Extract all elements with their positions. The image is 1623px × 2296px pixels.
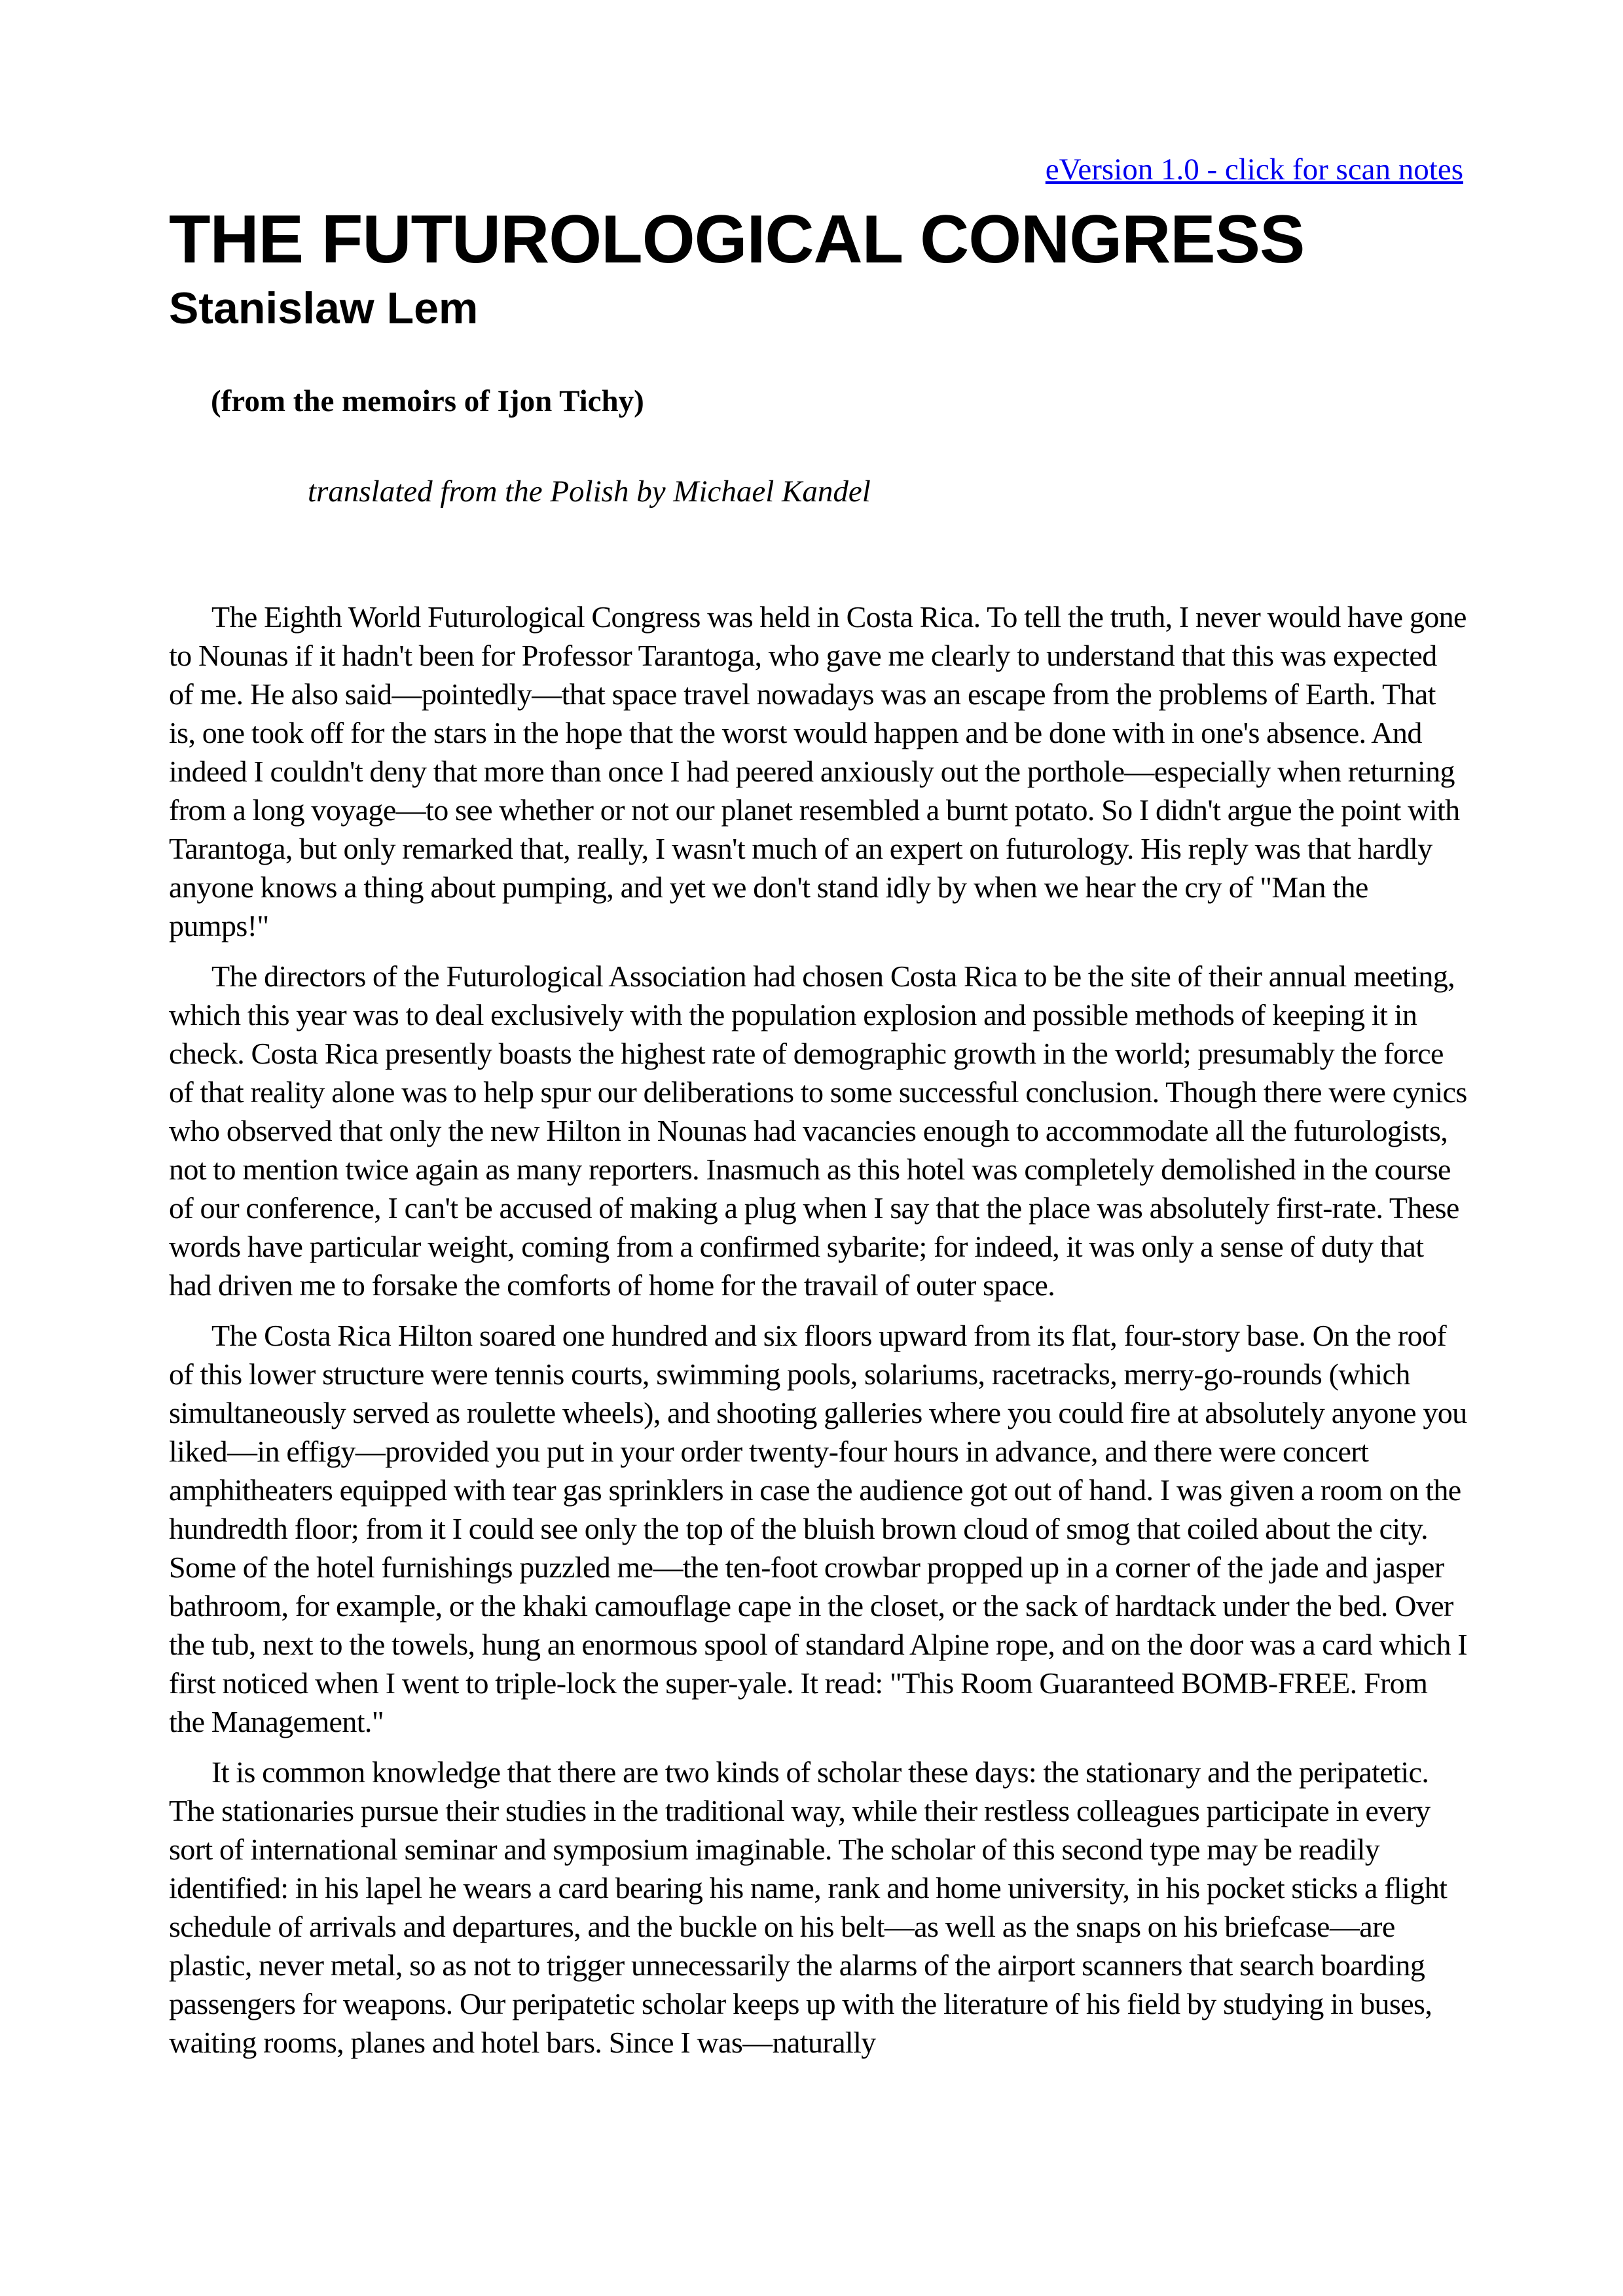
paragraph: The Costa Rica Hilton soared one hundred and six floors upward from its flat, four-story base. On the roof of this lower structure were tennis courts, swimming pools, solariums, racetracks, merry-go-rounds (which simultaneously served as roulette wheels), and shooting galleries where you could fire at absolutely anyone you liked—in effigy—provided you put in your order twenty-four hours in advance, and there were concert amphitheaters equipped with tear gas sprinklers in case the audience got out of hand. I was given a room on the hundredth floor; from it I could see only the top of the bluish brown cloud of smog that coiled about the city. Some of the hotel furnishings puzzled me—the ten-foot crowbar propped up in a corner of the jade and jasper bathroom, for example, or the khaki camouflage cape in the closet, or the sack of hardtack under the bed. Over the tub, next to the towels, hung an enormous spool of standard Alpine rope, and on the door was a card which I first noticed when I went to triple-lock the super-yale. It read: "This Room Guaranteed BOMB-FREE. From the Management.": [169, 1319, 1467, 1738]
scan-notes-link[interactable]: eVersion 1.0 - click for scan notes: [1045, 152, 1463, 187]
paragraph: The Eighth World Futurological Congress was held in Costa Rica. To tell the truth, I never would have gone to Nounas if it hadn't been for Professor Tarantoga, who gave me clearly to understand that this was expected of me. He also said—pointedly—that space travel nowadays was an escape from the problems of Earth. That is, one took off for the stars in the hope that the worst would happen and be done with in one's absence. And indeed I couldn't deny that more than once I had peered anxiously out the porthole—especially when returning from a long voyage—to see whether or not our planet resembled a burnt potato. So I didn't argue the point with Tarantoga, but only remarked that, really, I wasn't much of an expert on futurology. His reply was that hardly anyone knows a thing about pumping, and yet we don't stand idly by when we hear the cry of "Man the pumps!": [169, 600, 1467, 942]
paragraph: It is common knowledge that there are two kinds of scholar these days: the stationary and the peripatetic. The stationaries pursue their studies in the traditional way, while their restless colleagues participate in every sort of international seminar and symposium imaginable. The scholar of this second type may be readily identified: in his lapel he wears a card bearing his name, rank and home university, in his pocket sticks a flight schedule of arrivals and departures, and the buckle on his belt—as well as the snaps on his briefcase—are plastic, never metal, so as not to trigger unnecessarily the alarms of the airport scanners that search boarding passengers for weapons. Our peripatetic scholar keeps up with the literature of his field by studying in buses, waiting rooms, planes and hotel bars. Since I was—naturally: [169, 1755, 1448, 2059]
book-subtitle: (from the memoirs of Ijon Tichy): [211, 384, 644, 418]
translator-credit: translated from the Polish by Michael Kandel: [308, 475, 871, 509]
book-author: Stanislaw Lem: [169, 283, 479, 333]
body-text: [169, 598, 1468, 2073]
book-title: THE FUTUROLOGICAL CONGRESS: [169, 202, 1305, 278]
paragraph: The directors of the Futurological Association had chosen Costa Rica to be the site of their annual meeting, which this year was to deal exclusively with the population explosion and possible methods of keeping it in check. Costa Rica presently boasts the highest rate of demographic growth in the world; presumably the force of that reality alone was to help spur our deliberations to some successful conclusion. Though there were cynics who observed that only the new Hilton in Nounas had vacancies enough to accommodate all the futurologists, not to mention twice again as many reporters. Inasmuch as this hotel was completely demolished in the course of our conference, I can't be accused of making a plug when I say that the place was absolutely first-rate. These words have particular weight, coming from a confirmed sybarite; for indeed, it was only a sense of duty that had driven me to forsake the comforts of home for the travail of outer space.: [169, 960, 1467, 1302]
